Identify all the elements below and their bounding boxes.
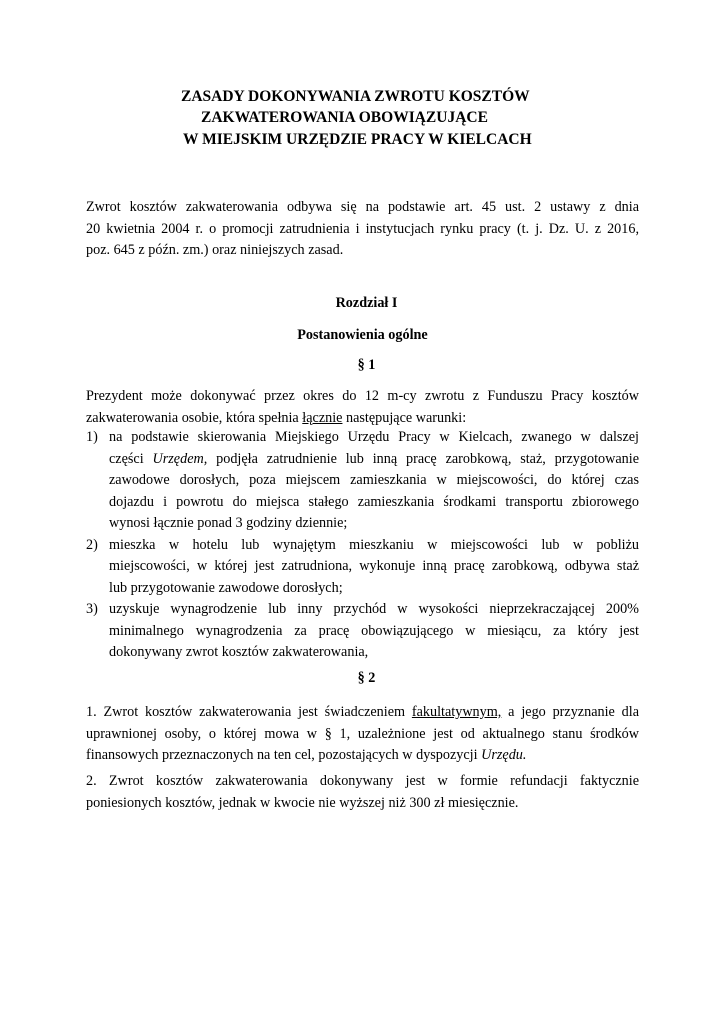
- list-item-line: [109, 449, 639, 471]
- paragraph-line: [86, 745, 639, 767]
- title-line-1: ZASADY DOKONYWANIA ZWROTU KOSZTÓW: [181, 88, 530, 105]
- list-item-line: dojazdu i powrotu do miejsca stałego zamieszkania środkami transportu zbiorowego: [109, 493, 639, 510]
- underlined-text: łącznie: [302, 409, 343, 426]
- section-2-symbol: § 2: [357, 670, 376, 686]
- chapter-heading: Postanowienia ogólne: [297, 327, 428, 343]
- list-item-line: mieszka w hotelu lub wynajętym mieszkaniu w miejscowości lub w pobliżu: [109, 536, 639, 553]
- intro-paragraph: [86, 197, 639, 262]
- section-1-intro-line-1: Prezydent może dokonywać przez okres do 12 m-cy zwrotu z Funduszu Pracy kosztów: [86, 388, 639, 404]
- list-item-line: minimalnego wynagrodzenia za pracę obowiązującego w miesiącu, za który jest: [109, 622, 639, 639]
- section-2-paragraph-2: [86, 771, 639, 814]
- text-segment: 1. Zwrot kosztów zakwaterowania jest świadczeniem: [86, 704, 412, 720]
- list-item-number: 3): [86, 601, 98, 617]
- list-item-line: uzyskuje wynagrodzenie lub inny przychód w wysokości nieprzekraczającej 200%: [109, 601, 639, 617]
- list-item-line: zawodowe dorosłych, poza miejscem zamieszkania w miejscowości, do której czas: [109, 472, 639, 488]
- intro-line-3: poz. 645 z późn. zm.) oraz niniejszych zasad.: [86, 242, 344, 258]
- list-item-line: lub przygotowanie zawodowe dorosłych;: [109, 579, 343, 596]
- chapter-label: Rozdział I: [335, 295, 398, 311]
- intro-line-1: Zwrot kosztów zakwaterowania odbywa się na podstawie art. 45 ust. 2 ustawy z dnia: [86, 199, 639, 215]
- paragraph-line: [86, 702, 639, 724]
- list-item-number: 1): [86, 429, 98, 445]
- list-item-line: na podstawie skierowania Miejskiego Urzędu Pracy w Kielcach, zwanego w dalszej: [109, 429, 639, 445]
- intro-line-2: 20 kwietnia 2004 r. o promocji zatrudnienia i instytucjach rynku pracy (t. j. Dz. U. z 2016,: [86, 220, 639, 237]
- italic-text: Urzędu.: [481, 747, 527, 763]
- text-segment: zakwaterowania osobie, która spełnia: [86, 409, 303, 426]
- section-1-intro: [86, 386, 639, 429]
- list-item: [86, 599, 639, 664]
- title-line-2: ZAKWATEROWANIA OBOWIĄZUJĄCE: [201, 109, 488, 126]
- section-1-symbol: § 1: [357, 357, 376, 373]
- text-segment: podjęła zatrudnienie lub inną pracę zarobkową, staż, przygotowanie: [207, 450, 639, 467]
- paragraph-line: poniesionych kosztów, jednak w kwocie nie wyższej niż 300 zł miesięcznie.: [86, 794, 519, 811]
- list-item-line: wynosi łącznie ponad 3 godziny dziennie;: [109, 515, 348, 531]
- italic-text: Urzędem,: [152, 450, 208, 467]
- text-segment: finansowych przeznaczonych na ten cel, pozostających w dyspozycji: [86, 747, 482, 763]
- paragraph-line: uprawnionej osoby, o której mowa w § 1, uzależnione jest od aktualnego stanu środków: [86, 725, 639, 742]
- title-line-3: W MIEJSKIM URZĘDZIE PRACY W KIELCACH: [183, 131, 532, 148]
- section-2-paragraph-1: [86, 702, 639, 767]
- paragraph-line: 2. Zwrot kosztów zakwaterowania dokonywany jest w formie refundacji faktycznie: [86, 773, 639, 789]
- text-segment: części: [109, 450, 153, 467]
- underlined-text: fakultatywnym,: [411, 704, 502, 720]
- list-item: [86, 427, 639, 535]
- list-item: [86, 535, 639, 600]
- text-segment: a jego przyznanie dla: [501, 704, 639, 720]
- conditions-list: [86, 427, 639, 664]
- section-1-intro-line-2: [86, 408, 639, 430]
- text-segment: następujące warunki:: [342, 409, 467, 426]
- list-item-line: miejscowości, w której jest zatrudniona, wykonuje inną pracę zarobkową, odbywa staż: [109, 558, 639, 574]
- list-item-number: 2): [86, 536, 98, 553]
- list-item-line: dokonywany zwrot kosztów zakwaterowania,: [109, 644, 369, 660]
